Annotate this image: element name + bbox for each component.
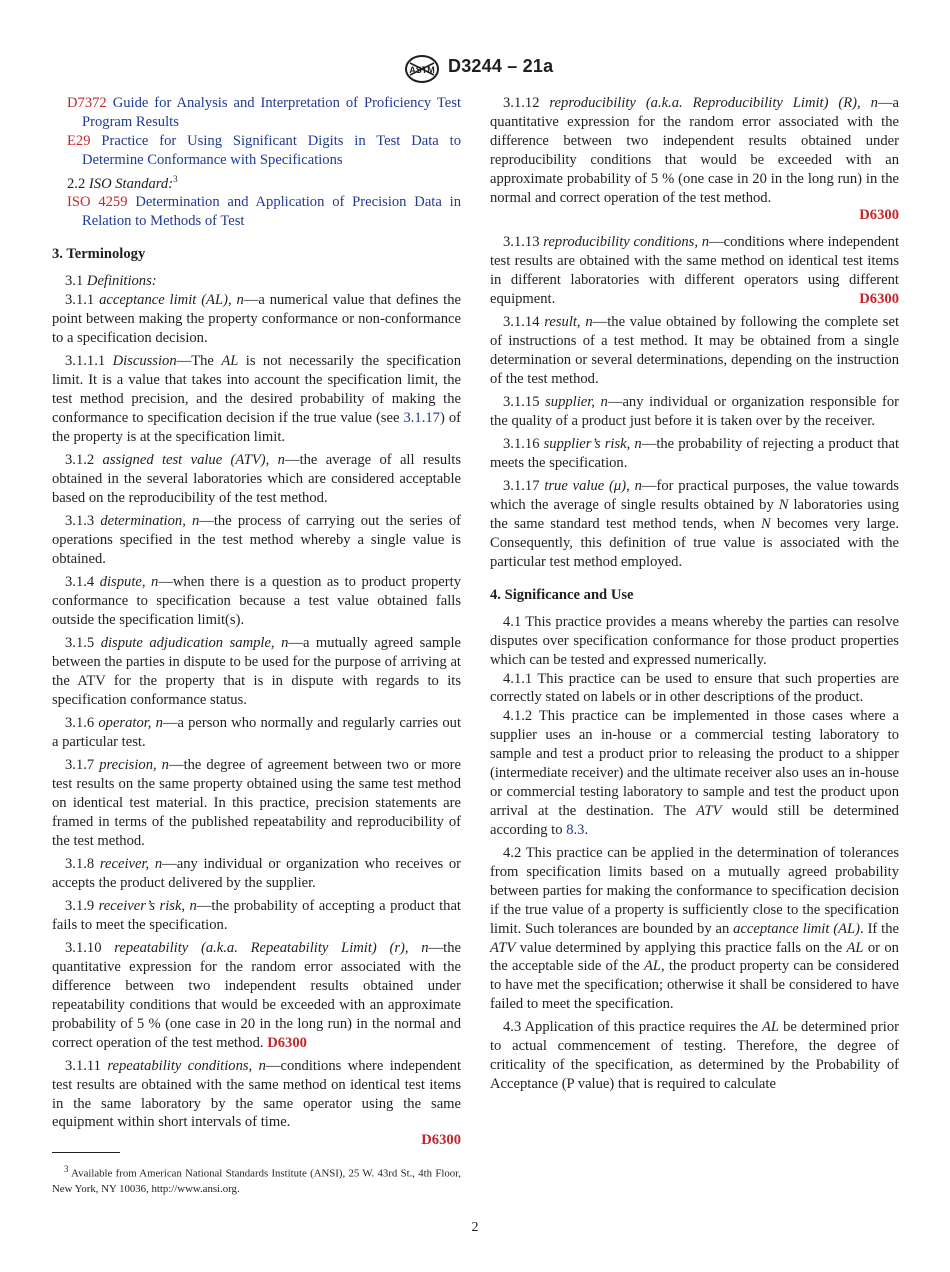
paragraph-4-1-2: 4.1.2 This practice can be implemented in those cases where a supplier uses an in-house or a commercial testing laboratory to sample and test a product prior to releasing the product to a shipper (intermediate receiver) and the ultimate receiver also uses an in-house or commercial testing laboratory to sample and test the product upon arrival at the destination. The ATV would still be determined according to 8.3. bbox=[490, 708, 899, 838]
right-column bbox=[490, 94, 899, 1098]
section-heading: 4. Significance and Use bbox=[490, 586, 634, 603]
reference-title[interactable]: Practice for Using Significant Digits in Test Data to Determine Conformance with Specifications bbox=[82, 132, 461, 168]
definition-3-1-2: 3.1.2 assigned test value (ATV), n—the average of all results obtained in the several laboratories which are considered acceptable based on the reproducibility of the test method. bbox=[52, 451, 461, 506]
astm-logo-icon bbox=[404, 54, 440, 84]
footnote-marker: 3 bbox=[64, 1164, 69, 1174]
definition-3-1-17: 3.1.17 true value (μ), n—for practical purposes, the value towards which the average of single results obtained by N laboratories using the same standard test method tends, when N becomes very large. Consequently, this definition of true value is associated with the particular test method employed. bbox=[490, 478, 899, 571]
source-reference[interactable]: D6300 bbox=[859, 291, 899, 308]
reference-title[interactable]: Determination and Application of Precision Data in Relation to Methods of Test bbox=[82, 194, 461, 230]
discussion-3-1-1-1: 3.1.1.1 Discussion—The AL is not necessarily the specification limit. It is a value that takes into account the specification limit, the test method precision, and the desired probability of making the conformance to specification decision if the true value (see 3.1.17) of the property is at the specification limit. bbox=[52, 353, 462, 445]
definition-3-1-3: 3.1.3 determination, n—the process of carrying out the series of operations specified in the test method whereby a single value is obtained. bbox=[52, 512, 461, 567]
definition-3-1-13: 3.1.13 reproducibility conditions, n—conditions where independent test results are obtained with the same method on identical test items in different laboratories with different operators using different equipment. D6300 bbox=[490, 234, 900, 308]
footnote-divider bbox=[52, 1152, 120, 1153]
paragraph-4-3: 4.3 Application of this practice requires the AL be determined prior to actual commencement of testing. Therefore, the degree of criticality of the specification, as determined by the Probability of Acceptance (P value) that is required to calculate bbox=[490, 1019, 900, 1093]
definition-3-1-1: 3.1.1 acceptance limit (AL), n—a numerical value that defines the point between making the property conformance or non-conformance to a specification decision. bbox=[52, 292, 461, 346]
page-header bbox=[0, 52, 950, 86]
definition-3-1-7: 3.1.7 precision, n—the degree of agreement between two or more test results on the same property obtained using the same test method on identical test material. In this practice, precision statements are framed in terms of the published repeatability and reproducibility of the test method. bbox=[52, 756, 461, 849]
section-heading: 3. Terminology bbox=[52, 246, 146, 263]
paragraph-4-2: 4.2 This practice can be applied in the determination of tolerances from specification limits based on a mutually agreed probability between parties for making the conformance to specification decision if the true value of a property is sufficiently close to the specification limit. Such tolerances are bounded by an acceptance limit (AL). If the ATV value determined by applying this practice falls on the AL or on the acceptable side of the AL, the product property can be considered to have met the specification; otherwise it shall be considered to have failed to meet the specification. bbox=[490, 845, 899, 1013]
definition-3-1-4: 3.1.4 dispute, n—when there is a question as to product property conformance to specification because a test value obtained falls outside the specification limit(s). bbox=[52, 573, 461, 628]
section-label: ISO Standard: bbox=[88, 175, 174, 192]
source-reference[interactable]: D6300 bbox=[267, 1034, 307, 1051]
cross-reference-link[interactable]: 3.1.17 bbox=[403, 409, 440, 426]
reference-e29 bbox=[52, 132, 461, 170]
definition-3-1-5: 3.1.5 dispute adjudication sample, n—a mutually agreed sample between the parties in dispute to be used for the purpose of arriving at the ATV for the property that is in dispute with regards to its specification conformance status. bbox=[52, 634, 462, 708]
definition-3-1-14: 3.1.14 result, n—the value obtained by following the complete set of instructions of a test method. It may be obtained from a single determination or several determinations, depending on the instruction of the test method. bbox=[490, 314, 900, 387]
iso-standard-heading bbox=[52, 170, 461, 194]
definition-3-1-15: 3.1.15 supplier, n—any individual or organization responsible for the quality of a product just before it is taken over by the receiver. bbox=[490, 394, 899, 430]
footnote bbox=[52, 1162, 461, 1197]
page-number: 2 bbox=[471, 1220, 479, 1235]
definition-3-1-6: 3.1.6 operator, n—a person who normally and regularly carries out a particular test. bbox=[52, 714, 462, 750]
definitions-label: 3.1 Definitions: bbox=[65, 273, 157, 290]
definition-3-1-16: 3.1.16 supplier’s risk, n—the probability of rejecting a product that meets the specification. bbox=[490, 436, 900, 472]
reference-code[interactable]: ISO 4259 bbox=[67, 194, 128, 211]
paragraph-4-1-1: 4.1.1 This practice can be used to ensure that such properties are correctly stated on labels or in other descriptions of the product. bbox=[490, 670, 899, 706]
svg-text:ASTM: ASTM bbox=[409, 65, 435, 75]
definition-3-1-10: 3.1.10 repeatability (a.k.a. Repeatability Limit) (r), n—the quantitative expression for the random error associated with the difference between two independent results obtained under repeatability conditions that would be exceeded with an approximate probability of 5 % (one case in 20 in the long run) in the normal and correct operation of the test method. D6300 bbox=[52, 939, 462, 1051]
cross-reference-link[interactable]: 8.3 bbox=[566, 821, 585, 838]
reference-d7372 bbox=[52, 94, 461, 132]
section-number: 2.2 bbox=[67, 175, 86, 192]
source-reference[interactable]: D6300 bbox=[421, 1132, 461, 1149]
footnote-text: Available from American National Standards Institute (ANSI), 25 W. 43rd St., 4th Floor, New York, NY 10036, http://www.ansi.org. bbox=[52, 1167, 461, 1195]
paragraph-4-1: 4.1 This practice provides a means whereby the parties can resolve disputes over specification conformance for those product properties which can be tested and expressed numerically. bbox=[490, 613, 899, 668]
reference-code[interactable]: E29 bbox=[67, 132, 91, 149]
reference-iso4259 bbox=[52, 193, 461, 231]
definition-3-1-12: 3.1.12 reproducibility (a.k.a. Reproducibility Limit) (R), n—a quantitative expression for the random error associated with the difference between two independent results obtained under reproducibility conditions that would be exceeded with an approximate probability of 5 % (one case in 20 in the long run) in the normal and correct operation of the test method. bbox=[490, 95, 899, 206]
reference-title[interactable]: Guide for Analysis and Interpretation of Proficiency Test Program Results bbox=[82, 95, 462, 130]
document-id: D3244 – 21a bbox=[448, 56, 554, 76]
source-reference[interactable]: D6300 bbox=[859, 207, 899, 224]
left-column bbox=[52, 94, 461, 1150]
definition-3-1-11: 3.1.11 repeatability conditions, n—conditions where independent test results are obtained with the same method on identical test items in the same laboratory by the same operator using the same equipment within short intervals of time. bbox=[52, 1057, 462, 1131]
footnote-marker: 3 bbox=[173, 173, 178, 184]
definition-3-1-8: 3.1.8 receiver, n—any individual or organization who receives or accepts the product delivered by the supplier. bbox=[52, 855, 461, 891]
definition-3-1-9: 3.1.9 receiver’s risk, n—the probability of accepting a product that fails to meet the specification. bbox=[52, 897, 461, 933]
reference-code[interactable]: D7372 bbox=[67, 95, 107, 111]
